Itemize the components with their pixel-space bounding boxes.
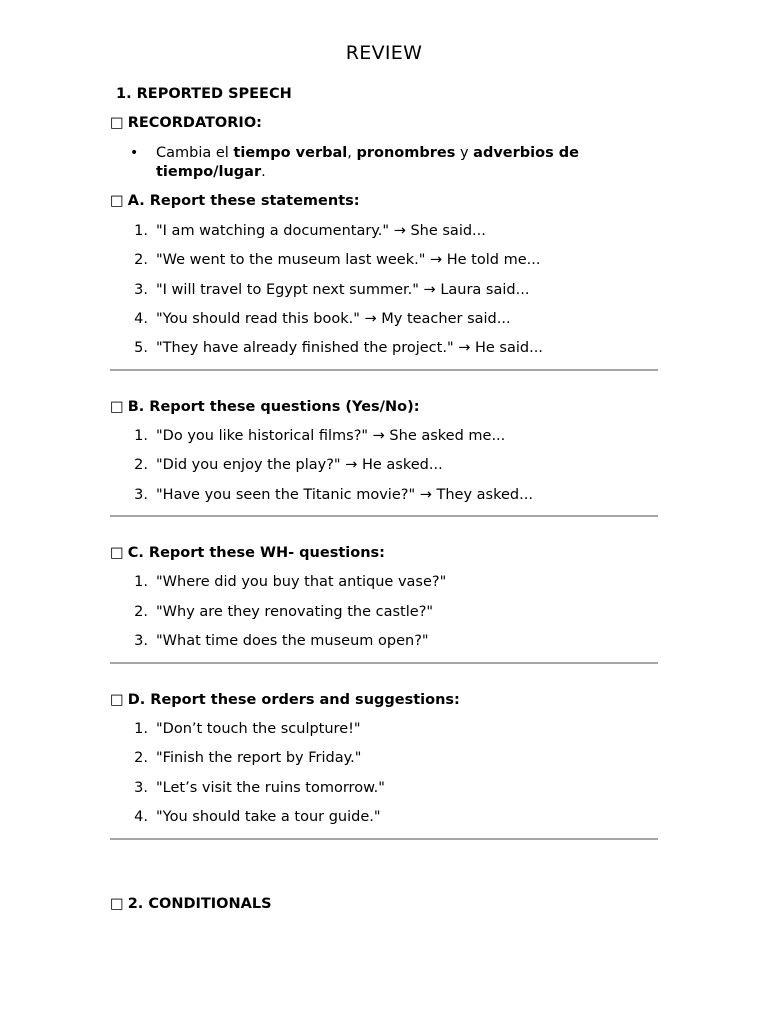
list-item-text: "Don’t touch the sculpture!" (156, 721, 361, 737)
part-a-heading (110, 193, 360, 209)
list-item-number: 4. (134, 809, 148, 825)
reminder-heading (110, 115, 262, 131)
placeholder-icon: □ (110, 193, 124, 209)
list-item-number: 2. (134, 604, 148, 620)
part-c-heading (110, 545, 385, 561)
reminder-text-part: Cambia el (156, 145, 234, 161)
list-item-text: "They have already finished the project." → He said... (156, 340, 543, 356)
list-item-text: "I am watching a documentary." → She said... (156, 223, 486, 239)
list-item-text: "Finish the report by Friday." (156, 750, 362, 766)
list-item-text: "I will travel to Egypt next summer." → Laura said... (156, 282, 530, 298)
list-item-text: "Let’s visit the ruins tomorrow." (156, 780, 385, 796)
list-item-number: 1. (134, 574, 148, 590)
list-item-text: "You should read this book." → My teacher said... (156, 311, 511, 327)
list-item-text: "What time does the museum open?" (156, 633, 429, 649)
reminder-text-part: , (347, 145, 357, 161)
list-item-number: 3. (134, 633, 148, 649)
list-item-number: 2. (134, 750, 148, 766)
list-item-number: 3. (134, 487, 148, 503)
list-item-text: "Have you seen the Titanic movie?" → They asked... (156, 487, 533, 503)
section-heading-conditionals-label: 2. CONDITIONALS (127, 896, 272, 912)
reminder-text-part: y (455, 145, 474, 161)
placeholder-icon: □ (110, 399, 124, 415)
list-item-text: "Did you enjoy the play?" → He asked... (156, 457, 443, 473)
placeholder-icon: □ (110, 545, 124, 561)
list-item-number: 1. (134, 721, 148, 737)
list-item-number: 2. (134, 457, 148, 473)
list-item-number: 5. (134, 340, 148, 356)
list-item-text: "We went to the museum last week." → He told me... (156, 252, 541, 268)
section-heading-conditionals (110, 896, 272, 912)
part-d-heading-label: D. Report these orders and suggestions: (127, 692, 460, 708)
placeholder-icon: □ (110, 896, 124, 912)
list-item-text: "Do you like historical films?" → She asked me... (156, 428, 506, 444)
section-heading-reported-speech: 1. REPORTED SPEECH (116, 86, 292, 102)
part-c-heading-label: C. Report these WH- questions: (127, 545, 385, 561)
list-item-number: 1. (134, 428, 148, 444)
page-title: REVIEW (345, 42, 423, 64)
part-a-heading-label: A. Report these statements: (127, 193, 360, 209)
part-b-heading-label: B. Report these questions (Yes/No): (127, 399, 420, 415)
reminder-text-part: . (261, 164, 266, 180)
list-item-text: "Where did you buy that antique vase?" (156, 574, 447, 590)
part-d-heading (110, 692, 460, 708)
part-b-heading (110, 399, 420, 415)
list-item-text: "You should take a tour guide." (156, 809, 381, 825)
reminder-text-bold: adverbios de tiempo/lugar (156, 145, 579, 180)
list-item-text: "Why are they renovating the castle?" (156, 604, 434, 620)
list-item-number: 3. (134, 780, 148, 796)
placeholder-icon: □ (110, 115, 124, 131)
reminder-heading-label: RECORDATORIO: (127, 115, 262, 131)
divider (110, 515, 658, 517)
list-item-number: 3. (134, 282, 148, 298)
list-item-number: 4. (134, 311, 148, 327)
bullet-icon: • (130, 145, 139, 161)
placeholder-icon: □ (110, 692, 124, 708)
divider (110, 838, 658, 840)
list-item-number: 2. (134, 252, 148, 268)
reminder-text-bold: tiempo verbal (233, 145, 348, 161)
divider (110, 369, 658, 371)
list-item-number: 1. (134, 223, 148, 239)
reminder-text-bold: pronombres (356, 145, 456, 161)
divider (110, 662, 658, 664)
reminder-text (156, 144, 636, 182)
